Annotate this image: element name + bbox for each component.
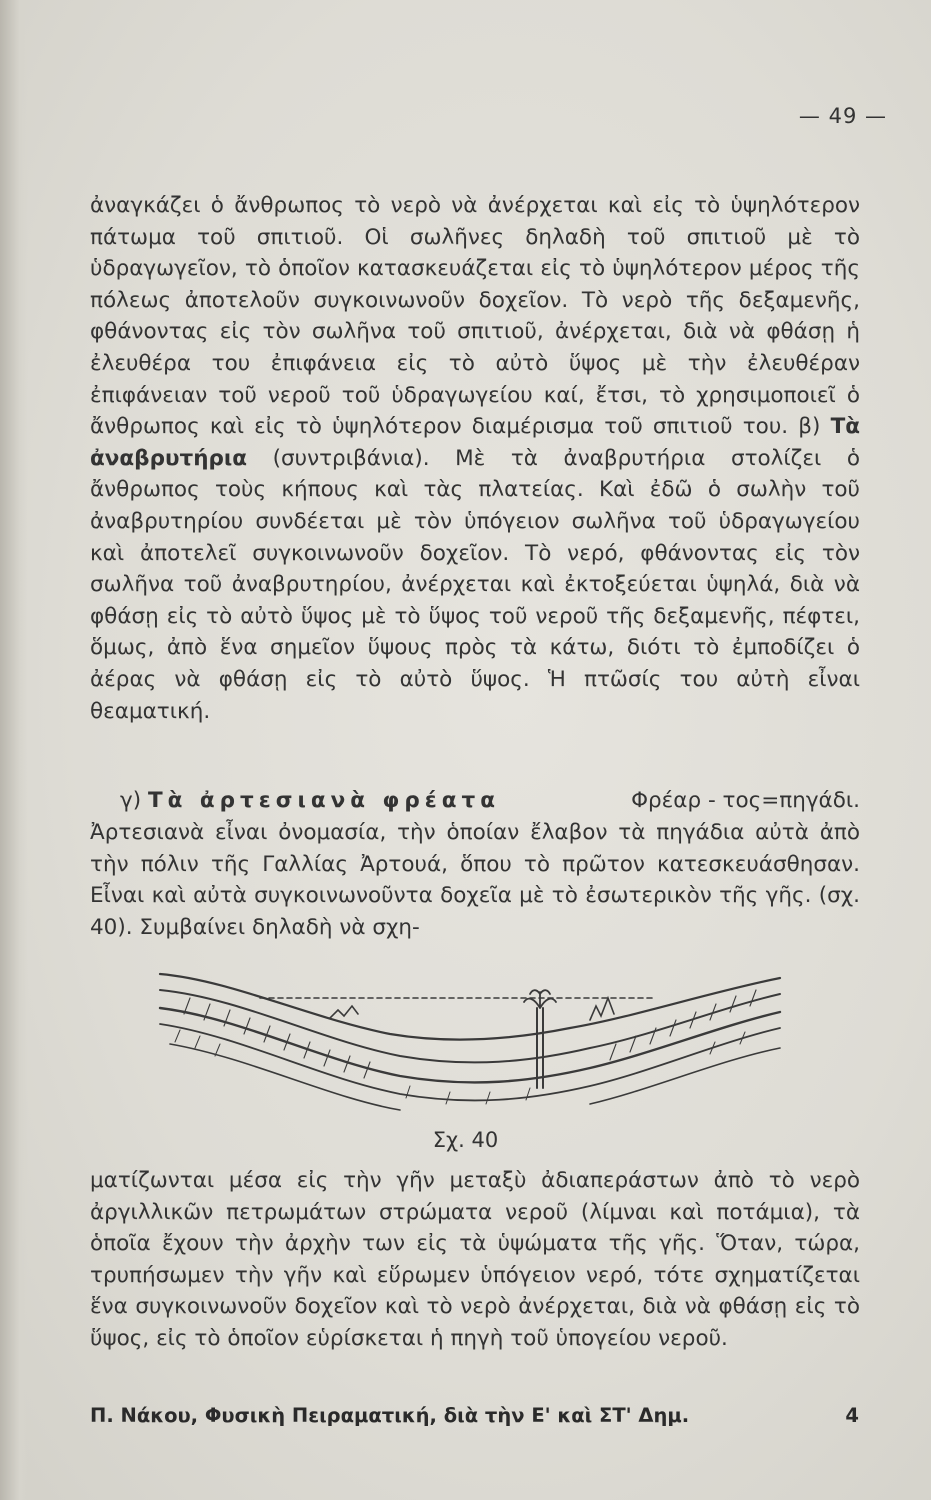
section-label: γ) — [120, 788, 142, 813]
page-footer — [90, 1404, 859, 1427]
paragraph-artesian-explanation — [90, 1165, 860, 1355]
figure-artesian-well-diagram — [150, 968, 790, 1118]
section-heading-artesian-wells — [90, 785, 860, 817]
binding-edge — [0, 0, 28, 1500]
footer-signature-number: 4 — [845, 1404, 859, 1427]
figure-caption: Σχ. 40 — [432, 1128, 499, 1152]
paragraph-text: ἀναγκάζει ὁ ἄνθρωπος τὸ νερὸ νὰ ἀνέρχεται καὶ εἰς τὸ ὑψηλότερον πάτωμα τοῦ σπιτιοῦ. Οἱ σωλῆνες δηλαδὴ τοῦ σπιτιοῦ μὲ τὸ ὑδραγωγεῖον, τὸ ὁποῖον κατασκευάζεται εἰς τὸ ὑψηλότερον μέρος τῆς πόλεως ἀποτελοῦν συγκοινωνοῦν δοχεῖον. Τὸ νερὸ τῆς δεξαμενῆς, φθάνοντας εἰς τὸν σωλῆνα τοῦ σπιτιοῦ, ἀνέρχεται, διὰ νὰ φθάσῃ ἡ ἐλευθέρα του ἐπιφάνεια εἰς τὸ αὐτὸ ὕψος μὲ τὴν ἐλευθέραν ἐπιφάνειαν τοῦ νεροῦ τοῦ ὑδραγωγείου καί, ἔτσι, τὸ χρησιμοποιεῖ ὁ ἄνθρωπος καὶ εἰς τὸ ὑψηλότερον διαμέρισμα τοῦ σπιτιοῦ του. β) — [90, 193, 860, 440]
footer-book-title: Π. Νάκου, Φυσικὴ Πειραματική, διὰ τὴν Ε' καὶ ΣΤ' Δημ. — [90, 1404, 690, 1427]
paragraph-text: Ἀρτεσιανὰ εἶναι ὀνομασία, τὴν ὁποίαν ἔλαβον τὰ πηγάδια αὐτὰ ἀπὸ τὴν πόλιν τῆς Γαλλίας Ἀρτουά, ὅπου τὸ πρῶτον κατεσκευάσθησαν. Εἶναι καὶ αὐτὰ συγκοινωνοῦντα δοχεῖα μὲ τὸ ἐσωτερικὸν τῆς γῆς. (σχ. 40). Συμβαίνει δηλαδὴ νὰ σχη- — [90, 820, 860, 940]
paragraph-fountains — [90, 190, 860, 727]
paragraph-artesian-intro — [90, 817, 860, 943]
paragraph-text: (συντριβάνια). Μὲ τὰ ἀναβρυτήρια στολίζει ὁ ἄνθρωπος τοὺς κήπους καὶ τὰς πλατείας. Καὶ ἐδῶ ὁ σωλὴν τοῦ ἀναβρυτηρίου συνδέεται μὲ τὸν ὑπόγειον σωλῆνα τοῦ ὑδραγωγείου καὶ ἀποτελεῖ συγκοινωνοῦν δοχεῖον. Τὸ νερό, φθάνοντας εἰς τὸν σωλῆνα τοῦ ἀναβρυτηρίου, ἀνέρχεται καὶ ἐκτοξεύεται ὑψηλά, διὰ νὰ φθάσῃ εἰς τὸ αὐτὸ ὕψος μὲ τὸ ὕψος τοῦ νεροῦ τῆς δεξαμενῆς, πέφτει, ὅμως, ἀπὸ ἕνα σημεῖον ὕψους πρὸς τὰ κάτω, διότι τὸ ἐμποδίζει ὁ ἀέρας νὰ φθάσῃ εἰς τὸ αὐτὸ ὕψος. Ἡ πτῶσίς του αὐτὴ εἶναι θεαματική. — [90, 445, 860, 724]
artesian-well-illustration — [150, 968, 790, 1118]
subheading-fountains: Τὰ ἀναβρυτήρια — [90, 414, 860, 471]
section-definition: Φρέαρ - τος=πηγάδι. — [631, 788, 860, 813]
page-number: — 49 — — [798, 104, 887, 128]
paragraph-text: ματίζωνται μέσα εἰς τὴν γῆν μεταξὺ ἀδιαπεράστων ἀπὸ τὸ νερὸ ἀργιλλικῶν πετρωμάτων στρώματα νεροῦ (λίμναι καὶ ποτάμια), τὰ ὁποῖα ἔχουν τὴν ἀρχὴν των εἰς τὰ ὑψώματα τῆς γῆς. Ὅταν, τώρα, τρυπήσωμεν τὴν γῆν καὶ εὕρωμεν ὑπόγειον νερό, τότε σχηματίζεται ἕνα συγκοινωνοῦν δοχεῖον καὶ τὸ νερὸ ἀνέρχεται, διὰ νὰ φθάσῃ εἰς τὸ ὕψος, εἰς τὸ ὁποῖον εὑρίσκεται ἡ πηγὴ τοῦ ὑπογείου νεροῦ. — [90, 1168, 860, 1351]
section-title: Τὰ ἀρτεσιανὰ φρέατα — [147, 788, 500, 813]
